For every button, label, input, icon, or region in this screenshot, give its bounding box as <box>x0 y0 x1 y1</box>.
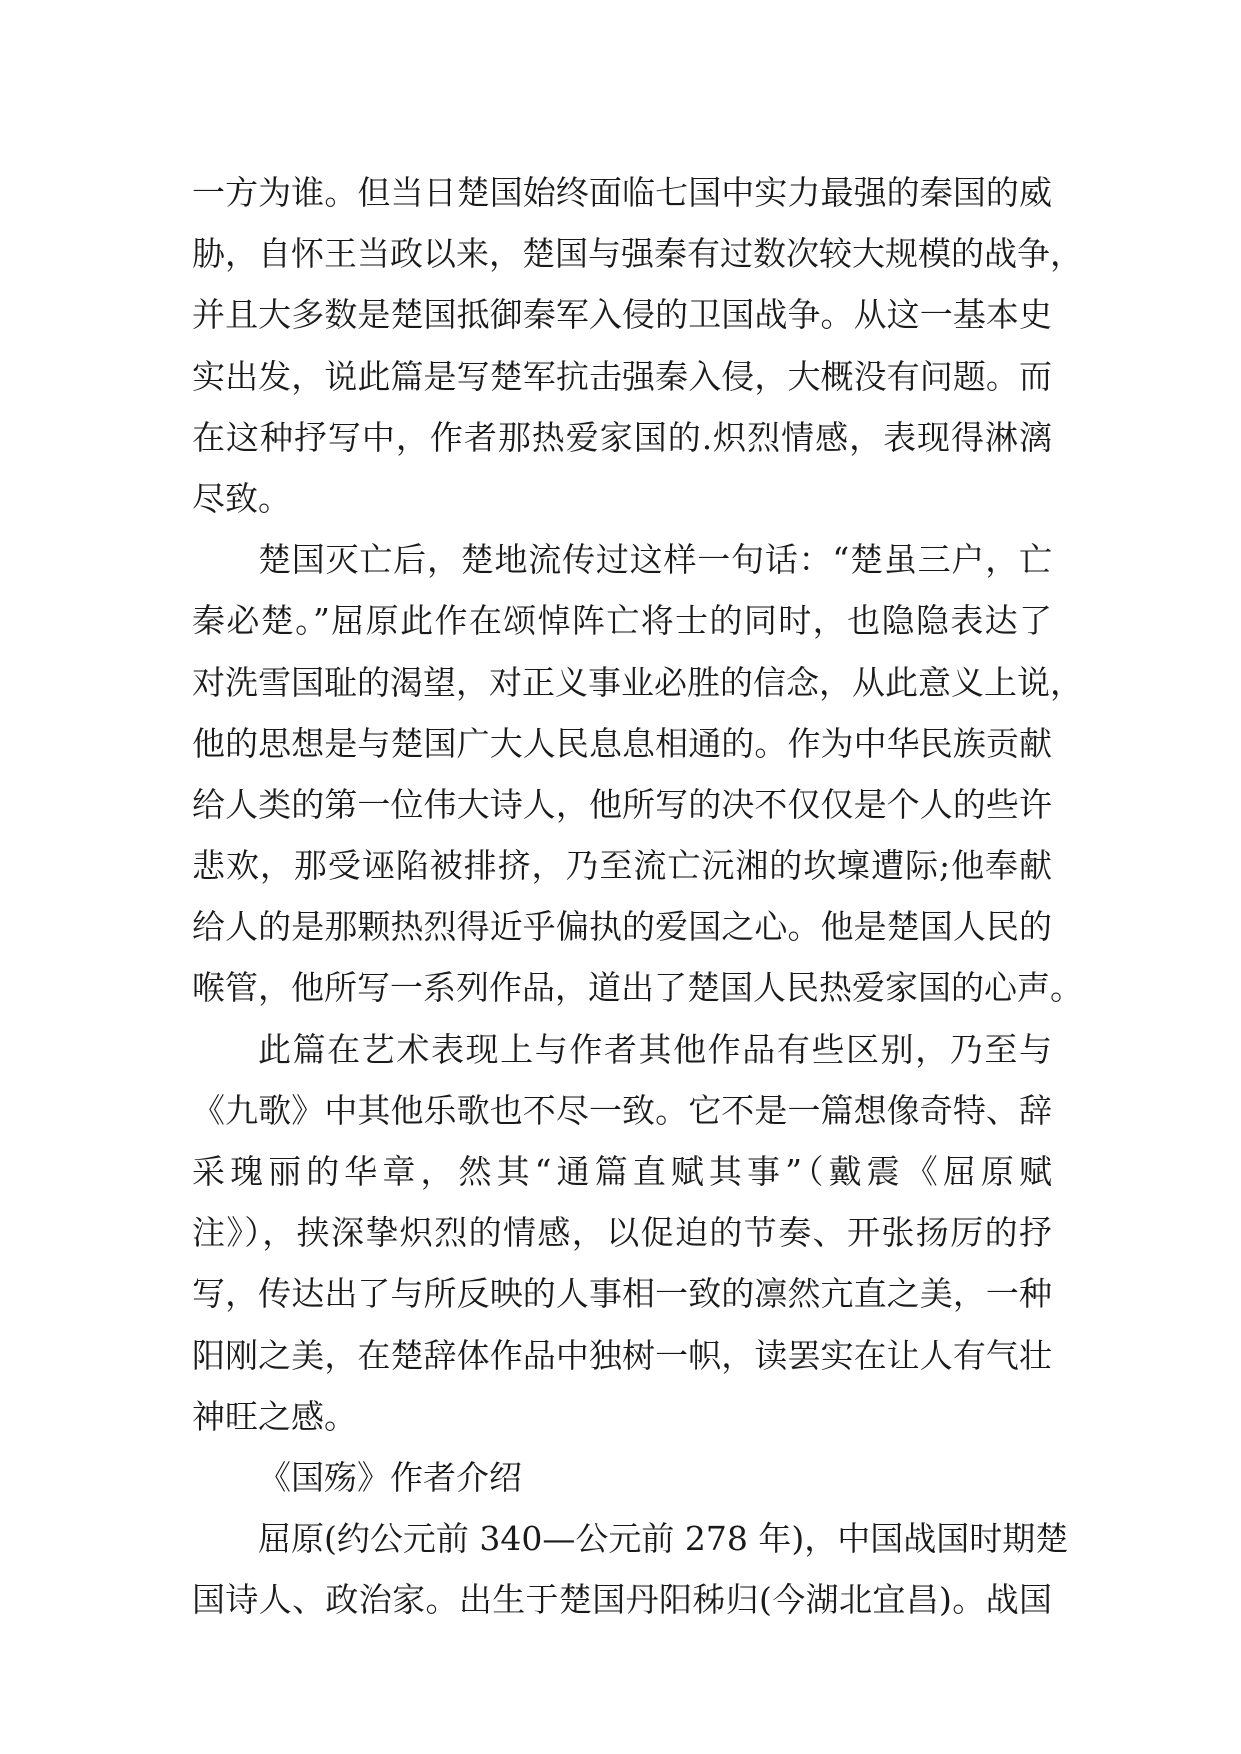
text-line: 一方为谁。但当日楚国始终面临七国中实力最强的秦国的威 <box>192 173 1052 212</box>
text-line: 给人类的第一位伟大诗人，他所写的决不仅仅是个人的些许 <box>192 784 1052 824</box>
text-line: 他的思想是与楚国广大人民息息相通的。作为中华民族贡献 <box>192 723 1052 763</box>
text-line: 给人的是那颗热烈得近乎偏执的爱国之心。他是楚国人民的 <box>192 907 1052 947</box>
text-line: 国诗人、政治家。出生于楚国丹阳秭归(今湖北宜昌)。战国 <box>192 1580 1052 1620</box>
text-line: 注》），挟深挚炽烈的情感，以促迫的节奏、开张扬厉的抒 <box>192 1213 1052 1253</box>
text-line: 秦必楚。”屈原此作在颂悼阵亡将士的同时，也隐隐表达了 <box>192 601 1052 641</box>
text-line: 此篇在艺术表现上与作者其他作品有些区别，乃至与 <box>258 1029 1052 1069</box>
document-body <box>192 162 1083 1631</box>
text-line: 阳刚之美，在楚辞体作品中独树一帜，读罢实在让人有气壮 <box>192 1335 1052 1375</box>
paragraph-1 <box>192 162 1083 529</box>
paragraph-3 <box>192 1019 1052 1447</box>
text-line: 写，传达出了与所反映的人事相一致的凛然亢直之美，一种 <box>192 1274 1052 1314</box>
text-line: 楚国灭亡后，楚地流传过这样一句话：“楚虽三户，亡 <box>258 540 1052 580</box>
paragraph-4 <box>192 1508 1069 1630</box>
text-line: 胁，自怀王当政以来，楚国与强秦有过数次较大规模的战争， <box>192 234 1083 274</box>
section-heading: 《国殇》作者介绍 <box>258 1457 522 1497</box>
text-line: 采瑰丽的华章，然其“通篇直赋其事”（戴震《屈原赋 <box>192 1152 1052 1191</box>
text-line: 《九歌》中其他乐歌也不尽一致。它不是一篇想像奇特、辞 <box>192 1090 1052 1130</box>
text-line: 并且大多数是楚国抵御秦军入侵的卫国战争。从这一基本史 <box>192 295 1052 335</box>
text-line: 屈原(约公元前 340—公元前 278 年)，中国战国时期楚 <box>258 1519 1069 1559</box>
text-line: 对洗雪国耻的渴望，对正义事业必胜的信念，从此意义上说， <box>192 662 1083 702</box>
text-line: 悲欢，那受诬陷被排挤，乃至流亡沅湘的坎壈遭际;他奉献 <box>192 846 1052 886</box>
text-line: 喉管，他所写一系列作品，道出了楚国人民热爱家国的心声。 <box>192 968 1083 1008</box>
text-line: 尽致。 <box>192 478 291 518</box>
text-line: 实出发，说此篇是写楚军抗击强秦入侵，大概没有问题。而 <box>192 356 1052 396</box>
text-line: 在这种抒写中，作者那热爱家国的.炽烈情感，表现得淋漓 <box>192 417 1052 457</box>
paragraph-2 <box>192 529 1083 1019</box>
text-line: 神旺之感。 <box>192 1396 357 1436</box>
